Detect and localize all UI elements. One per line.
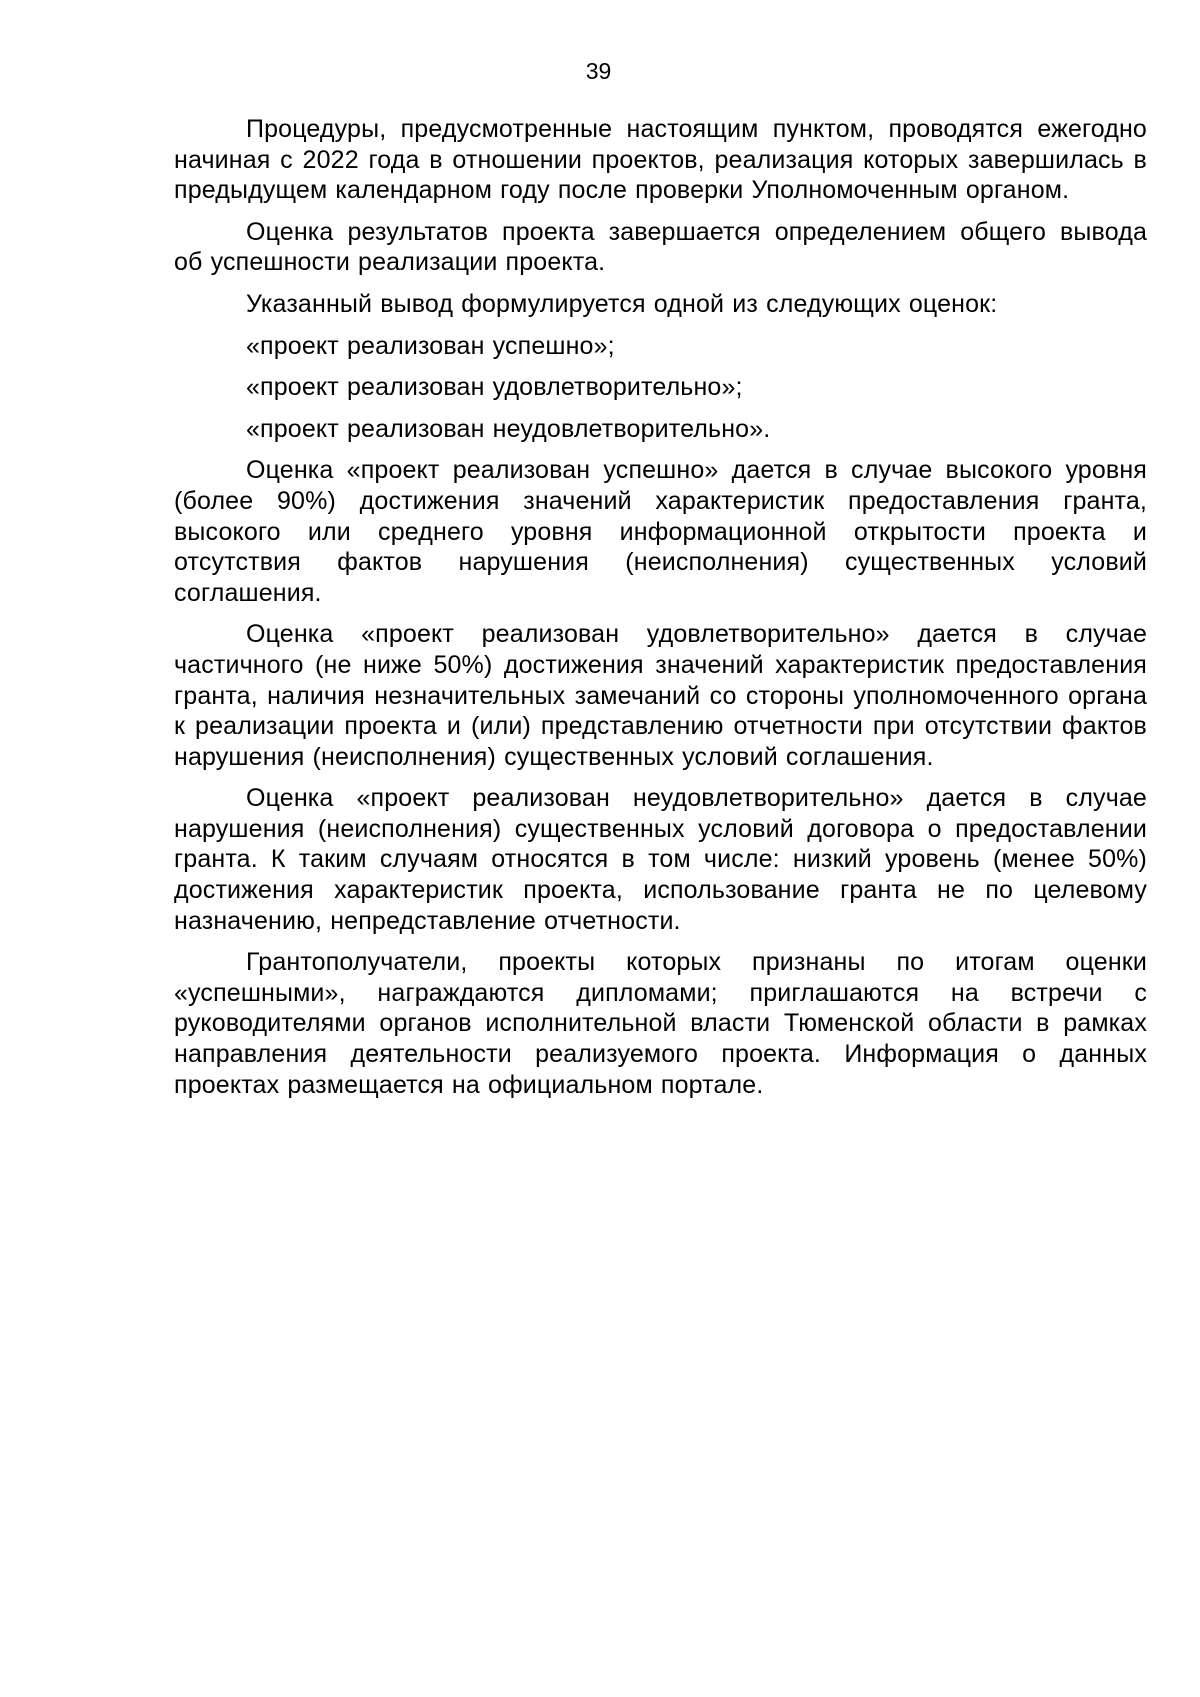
paragraph-grant-recipients: Грантополучатели, проекты которых признаны по итогам оценки «успешными», награждаются дипломами; приглашаются на встречи с руководителями органов исполнительной власти Тюменской области в рамках направления деятельности реализуемого проекта. Информация о данных проектах размещается на официальном портале.: [174, 948, 1147, 1099]
document-body: [174, 114, 1147, 1111]
assessment-option-successful: «проект реализован успешно»;: [246, 331, 615, 360]
paragraph-assessment-conclusion: Оценка результатов проекта завершается определением общего вывода об успешности реализации проекта.: [174, 217, 1147, 277]
assessment-option-satisfactory: «проект реализован удовлетворительно»;: [246, 373, 743, 402]
paragraph-satisfactory-criteria: Оценка «проект реализован удовлетворительно» дается в случае частичного (не ниже 50%) достижения значений характеристик предоставления гранта, наличия незначительных замечаний со стороны уполномоченного органа к реализации проекта и (или) представлению отчетности при отсутствии фактов нарушения (неисполнения) существенных условий соглашения.: [174, 620, 1147, 771]
paragraph-successful-criteria: Оценка «проект реализован успешно» дается в случае высокого уровня (более 90%) достижения значений характеристик предоставления гранта, высокого или среднего уровня информационной открытости проекта и отсутствия фактов нарушения (неисполнения) существенных условий соглашения.: [174, 456, 1147, 607]
paragraph-unsatisfactory-criteria: Оценка «проект реализован неудовлетворительно» дается в случае нарушения (неисполнения) существенных условий договора о предоставлении гранта. К таким случаям относятся в том числе: низкий уровень (менее 50%) достижения характеристик проекта, использование гранта не по целевому назначению, непредставление отчетности.: [174, 784, 1147, 935]
page-number: 39: [585, 58, 612, 84]
assessment-option-unsatisfactory: «проект реализован неудовлетворительно».: [246, 414, 771, 443]
paragraph-procedures: Процедуры, предусмотренные настоящим пунктом, проводятся ежегодно начиная с 2022 года в отношении проектов, реализация которых завершилась в предыдущем календарном году после проверки Уполномоченным органом.: [174, 115, 1147, 205]
paragraph-assessment-options-intro: Указанный вывод формулируется одной из следующих оценок:: [246, 289, 998, 318]
